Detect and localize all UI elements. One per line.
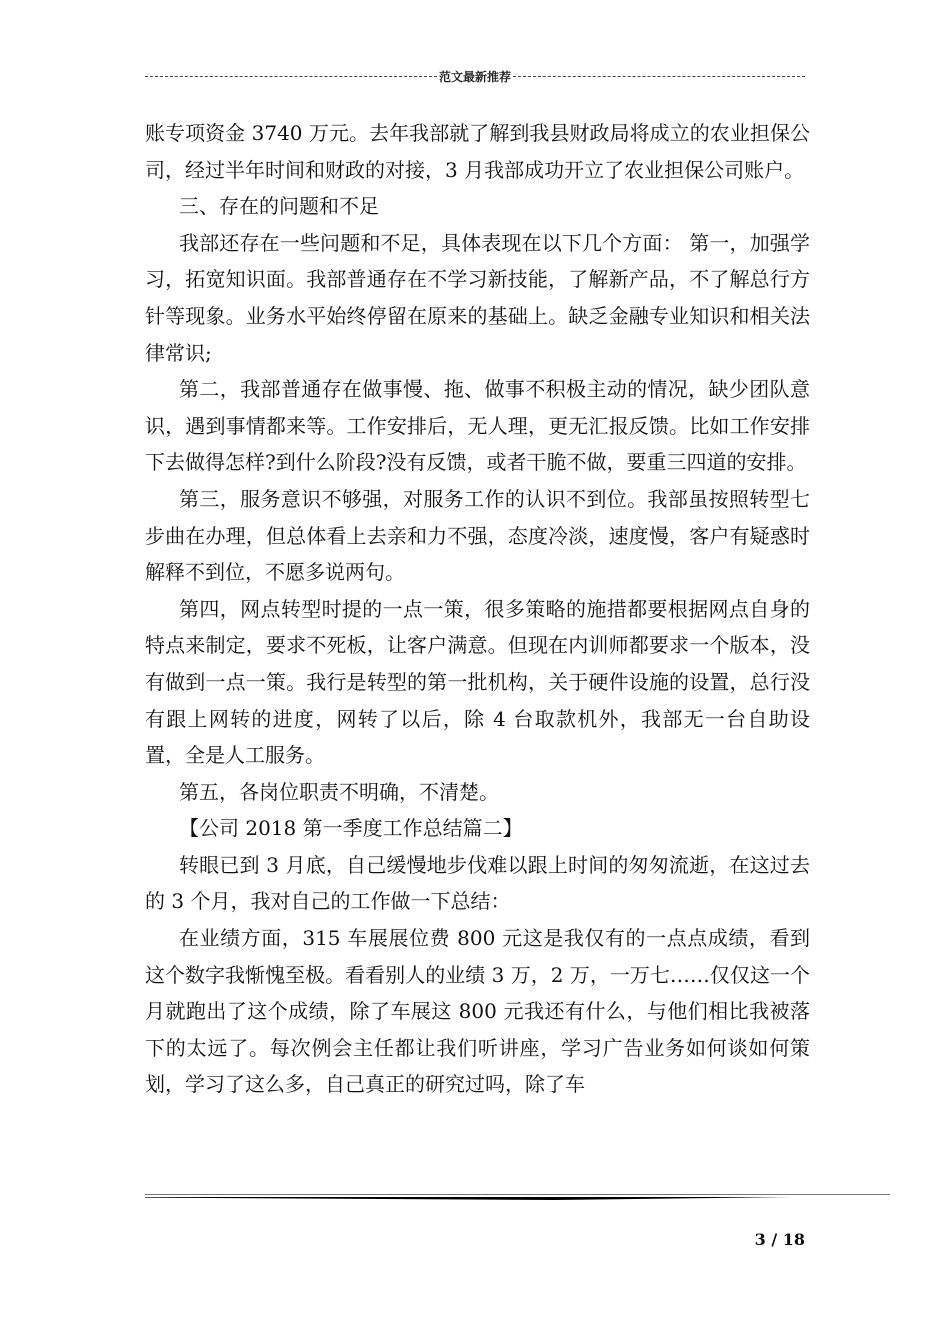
header-dashes-left (145, 76, 437, 77)
header-title: 范文最新推荐 (439, 69, 512, 84)
paragraph-5: 第三，服务意识不够强，对服务工作的认识不到位。我部虽按照转型七步曲在办理，但总体看上去亲和力不强，态度冷淡，速度慢，客户有疑惑时解释不到位，不愿多说两句。 (145, 486, 810, 585)
header-dashes-right (513, 76, 805, 77)
paragraph-7: 第五，各岗位职责不明确，不清楚。 (179, 779, 499, 804)
page-number: 3 / 18 (754, 1230, 805, 1249)
paragraph-4: 第二，我部普通存在做事慢、拖、做事不积极主动的情况，缺少团队意识，遇到事情都来等。工作安排后，无人理，更无汇报反馈。比如工作安排下去做得怎样?到什么阶段?没有反馈，或者干脆不做，要重三四道的安排。 (145, 377, 810, 475)
paragraph-6: 第四，网点转型时提的一点一策，很多策略的施措都要根据网点自身的特点来制定，要求不死板，让客户满意。但现在内训师都要求一个版本，没有做到一点一策。我行是转型的第一批机构，关于硬件设施的设置，总行没有跟上网转的进度，网转了以后，除 4 台取款机外，我部无一台自助设置，全是人工服务。 (145, 596, 810, 768)
article-title: 【公司 2018 第一季度工作总结篇二】 (179, 816, 523, 841)
paragraph-10: 在业绩方面，315 车展展位费 800 元这是我仅有的一点点成绩，看到这个数字我惭愧至极。看看别人的业绩 3 万，2 万，一万七……仅仅这一个月就跑出了这个成绩，除了车展这 800 元我还有什么，与他们相比我被落下的太远了。每次例会主任都让我们听讲座，学习广告业务如何谈如何策划，学习了这么多，自己真正的研究过吗，除了车 (145, 926, 810, 1097)
footer-divider (145, 1194, 890, 1200)
section-heading: 三、存在的问题和不足 (179, 194, 379, 219)
paragraph-9: 转眼已到 3 月底，自己缓慢地步伐难以跟上时间的匆匆流逝，在这过去的 3 个月，我对自己的工作做一下总结： (145, 852, 810, 914)
paragraph-3: 我部还存在一些问题和不足，具体表现在以下几个方面： 第一，加强学习，拓宽知识面。我部普通存在不学习新技能，了解新产品，不了解总行方针等现象。业务水平始终停留在原来的基础上。缺乏金融专业知识和相关法律常识; (145, 230, 810, 365)
paragraph-1: 账专项资金 3740 万元。去年我部就了解到我县财政局将成立的农业担保公司，经过半年时间和财政的对接，3 月我部成功开立了农业担保公司账户。 (145, 121, 810, 182)
document-body (145, 115, 810, 1103)
page-header (145, 66, 805, 86)
